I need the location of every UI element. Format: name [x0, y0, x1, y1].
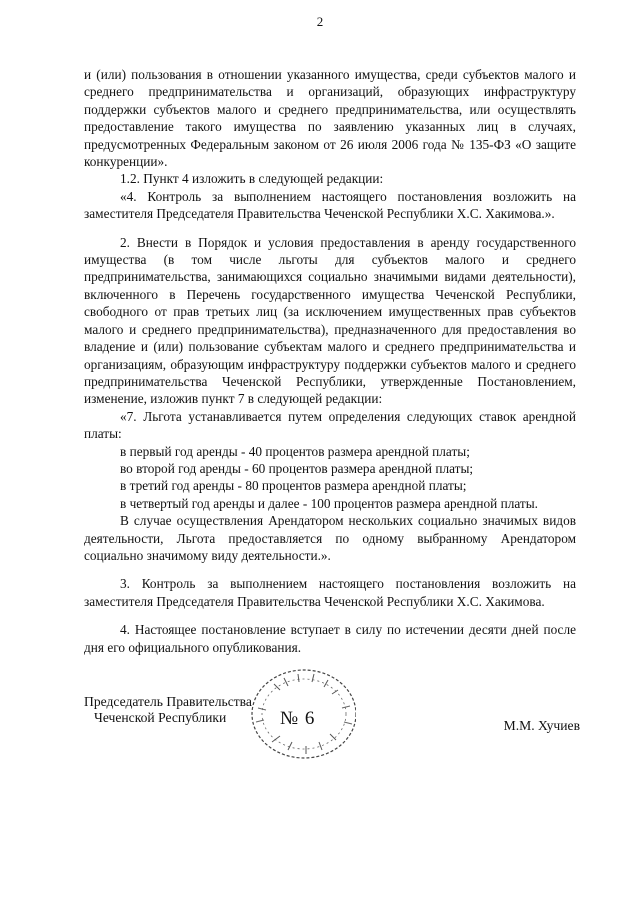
signatory-title-line2: Чеченской Республики — [94, 710, 227, 725]
paragraph-1-2: 1.2. Пункт 4 изложить в следующей редакции: — [120, 171, 384, 187]
document-body — [84, 66, 576, 656]
paragraph-3: 3. Контроль за выполнением настоящего постановления возложить на заместителя Председателя Правительства Чеченской Республики Х.С. Хакимова. — [84, 576, 576, 609]
rate-item: в первый год аренды - 40 процентов размера арендной платы; — [120, 443, 470, 459]
paragraph-after-list: В случае осуществления Арендатором нескольких социально значимых видов деятельности, Льгота предоставляется по одному выбранному Арендатором социально значимому виду деятельности.». — [84, 513, 576, 563]
paragraph-4: 4. Настоящее постановление вступает в силу по истечении десяти дней после дня его официального опубликования. — [84, 622, 576, 655]
page-number: 2 — [316, 14, 324, 29]
paragraph-continuation: и (или) пользования в отношении указанного имущества, среди субъектов малого и среднего предпринимательства и организаций, образующих инфраструктуру поддержки субъектов малого и среднего предпринимательства, или осуществлять предоставление такого имущества по заявлению указанных лиц в случаях, предусмотренных Федеральным законом от 26 июля 2006 года № 135-ФЗ «О защите конкуренции». — [84, 67, 576, 170]
rate-item: в четвертый год аренды и далее - 100 процентов размера арендной платы. — [120, 495, 538, 511]
signatory-name: М.М. Хучиев — [503, 718, 580, 733]
paragraph-2: 2. Внести в Порядок и условия предоставления в аренду государственного имущества (в том числе льготы для субъектов малого и среднего предпринимательства, занимающихся социально значимыми видами деятельности), включенного в Перечень государственного имущества Чеченской Республики, свободного от прав третьих лиц (за исключением имущественных прав субъектов малого и среднего предпринимательства), предназначенного для предоставления во владение и (или) пользование субъектам малого и среднего предпринимательства и организациям, образующим инфраструктуру поддержки субъектов малого и среднего предпринимательства Чеченской Республики, утвержденные Постановлением, изменение, изложив пункт 7 в следующей редакции: — [84, 234, 576, 407]
signatory-title — [84, 694, 252, 726]
signatory-title-line1: Председатель Правительства — [84, 694, 252, 709]
paragraph-quote-4: «4. Контроль за выполнением настоящего постановления возложить на заместителя Председателя Правительства Чеченской Республики Х.С. Хакимова.». — [84, 188, 576, 222]
rate-list — [84, 443, 576, 513]
rate-item: во второй год аренды - 60 процентов размера арендной платы; — [120, 460, 474, 476]
signature-block — [84, 680, 580, 760]
rate-item: в третий год аренды - 80 процентов размера арендной платы; — [120, 478, 467, 494]
stamp-number: № 6 — [280, 708, 316, 729]
paragraph-quote-7: «7. Льгота устанавливается путем определения следующих ставок арендной платы: — [84, 408, 576, 442]
